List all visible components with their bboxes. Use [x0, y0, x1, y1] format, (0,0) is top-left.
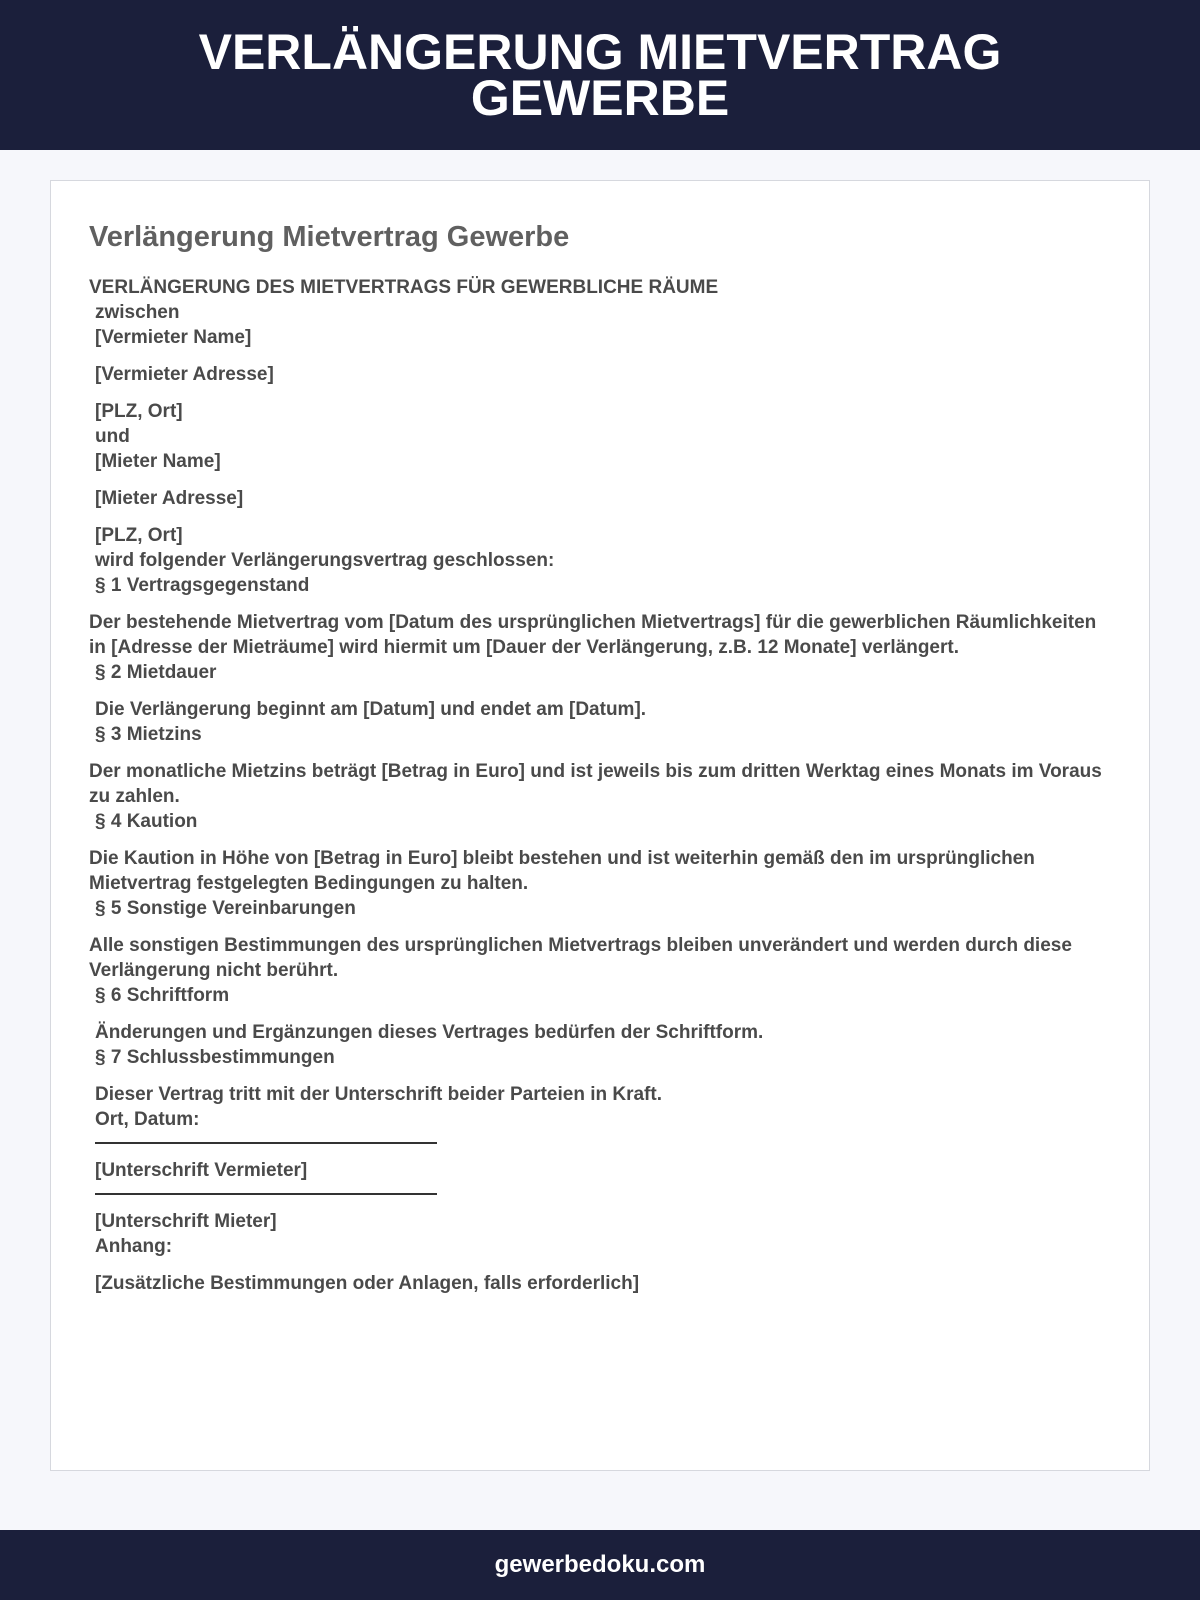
section-heading: § 6 Schriftform [95, 985, 230, 1006]
concluded-text: wird folgender Verlängerungsvertrag geschlossen: [95, 550, 555, 571]
footer-site-link[interactable]: gewerbedoku.com [494, 1551, 706, 1578]
document-card [50, 180, 1150, 1471]
signature-tenant: [Unterschrift Mieter] [95, 1211, 277, 1232]
section-text: Der monatliche Mietzins beträgt [Betrag in Euro] und ist jeweils bis zum dritten Werktag eines Monats im Voraus zu zahlen. [89, 761, 1102, 807]
section-text: Die Verlängerung beginnt am [Datum] und endet am [Datum]. [95, 699, 647, 720]
landlord-address: [Vermieter Adresse] [95, 364, 274, 385]
and-text: und [95, 426, 130, 447]
place-date-label: Ort, Datum: [95, 1109, 200, 1130]
section-heading: § 5 Sonstige Vereinbarungen [95, 898, 356, 919]
appendix-text: [Zusätzliche Bestimmungen oder Anlagen, falls erforderlich] [95, 1273, 640, 1294]
signature-line [95, 1142, 437, 1144]
section-text: Der bestehende Mietvertrag vom [Datum des ursprünglichen Mietvertrags] für die gewerblichen Räumlichkeiten in [Adresse der Mieträume] wird hiermit um [Dauer der Verlängerung, z.B. 12 Monate] verlängert. [89, 612, 1097, 658]
section-heading: § 2 Mietdauer [95, 662, 217, 683]
between-text: zwischen [95, 302, 180, 323]
section-heading: § 1 Vertragsgegenstand [95, 575, 310, 596]
landlord-name: [Vermieter Name] [95, 327, 252, 348]
document-body [89, 275, 1111, 1296]
page-header [0, 0, 1200, 150]
appendix-label: Anhang: [95, 1236, 173, 1257]
section-heading: § 3 Mietzins [95, 724, 202, 745]
section-text: Die Kaution in Höhe von [Betrag in Euro] bleibt bestehen und ist weiterhin gemäß den im ursprünglichen Mietvertrag festgelegten Bedingungen zu halten. [89, 848, 1035, 894]
landlord-city: [PLZ, Ort] [95, 401, 183, 422]
section-text: Dieser Vertrag tritt mit der Unterschrift beider Parteien in Kraft. [95, 1084, 662, 1105]
section-text: Änderungen und Ergänzungen dieses Vertrages bedürfen der Schriftform. [95, 1022, 764, 1043]
page-footer [0, 1530, 1200, 1600]
signature-line [95, 1193, 437, 1195]
section-heading: § 4 Kaution [95, 811, 198, 832]
page-title: VERLÄNGERUNG MIETVERTRAG GEWERBE [198, 24, 1002, 126]
section-text: Alle sonstigen Bestimmungen des ursprünglichen Mietvertrags bleiben unverändert und werden durch diese Verlängerung nicht berührt. [89, 935, 1072, 981]
intro-title: VERLÄNGERUNG DES MIETVERTRAGS FÜR GEWERBLICHE RÄUME [89, 277, 719, 298]
signature-landlord: [Unterschrift Vermieter] [95, 1160, 308, 1181]
tenant-city: [PLZ, Ort] [95, 525, 183, 546]
section-heading: § 7 Schlussbestimmungen [95, 1047, 335, 1068]
tenant-name: [Mieter Name] [95, 451, 221, 472]
tenant-address: [Mieter Adresse] [95, 488, 244, 509]
document-heading: Verlängerung Mietvertrag Gewerbe [89, 221, 570, 253]
